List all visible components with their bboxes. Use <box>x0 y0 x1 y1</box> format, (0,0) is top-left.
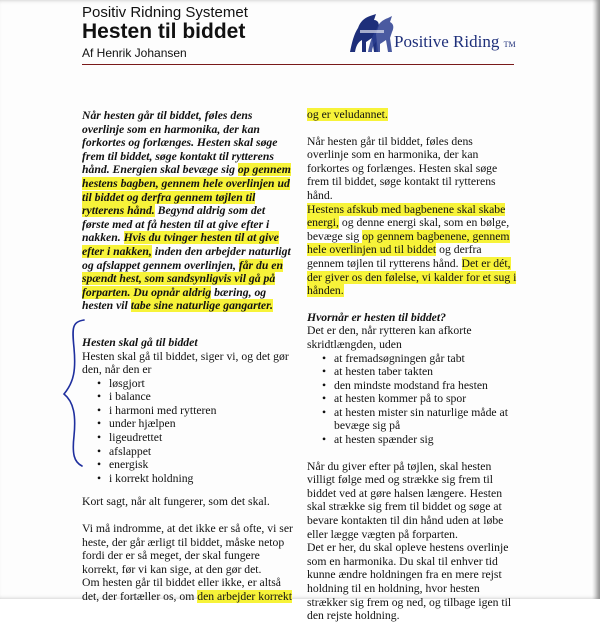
question-text: Det er den, når rytteren kan afkorte skridtlængden, uden <box>307 324 472 351</box>
right-text-b: og derfra gennem tøjlen til rytterens hånd. <box>307 243 482 270</box>
paragraph-2-highlight: den arbejder korrekt <box>197 590 292 603</box>
intro-text-5: bæring, og hesten vil <box>82 285 267 313</box>
list-item: • at hesten spænder sig <box>322 433 517 447</box>
intro-highlight-2: Hvis du tvinger hesten til at give efter i nakken, <box>82 231 279 258</box>
paragraph-1: Vi må indromme, at det ikke er så ofte, vi ser heste, der går ærligt til biddet, måske netop fordi der er så meget, der skal fungere korrekt, før vi kan sige, at den gør det. <box>82 522 293 576</box>
intro-text-2: Energien skal bevæge sig <box>112 163 238 177</box>
paragraph-2-text: Om hesten går til biddet eller ikke, er altså det, der fortæller os, om <box>82 576 281 603</box>
right-text-a: og denne energi skal, som en bølge, bevæge sig <box>307 216 510 243</box>
logo-text: Positive Riding <box>394 32 500 51</box>
page-title: Hesten til biddet <box>82 20 246 43</box>
intro-text-1: Når hesten går til biddet, føles dens overlinje som en harmonika, der kan forkortes og forlænges. Hesten skal søge frem til biddet, søge kontakt til rytterens hånd. <box>82 109 278 177</box>
condition-list <box>82 377 294 486</box>
list-item: • afslappet <box>97 445 294 459</box>
list-item: • at hesten mister sin naturlige måde at bevæge sig på <box>322 406 517 433</box>
intro-highlight-4: tabe sine naturlige gangarter. <box>130 299 273 313</box>
left-column <box>82 109 294 604</box>
list-item: • ligeudrettet <box>97 431 294 445</box>
list-item: • energisk <box>97 458 294 472</box>
question-list <box>307 352 517 447</box>
logo-wordmark <box>394 32 516 52</box>
header-subtitle: Positiv Ridning Systemet <box>82 4 248 21</box>
question-heading: Hvornår er hesten til biddet? <box>307 310 446 324</box>
intro-text-4: inden den arbejder naturligt og afslappet gennem overlinjen, <box>82 244 291 272</box>
section-heading: Hesten skal gå til biddet <box>82 335 198 349</box>
list-item: • under hjælpen <box>97 417 294 431</box>
paragraph-2 <box>82 576 294 603</box>
list-item: • i korrekt holdning <box>97 472 294 486</box>
right-paragraph-4: Det er her, du skal opleve hestens overlinje som en harmonika. Du skal til enhver tid kunne ændre holdningen fra en mere rejst holdning til en holdning, hvor hesten strækker sig frem og ned, og tilbage igen til den rejste holdning. <box>307 541 512 623</box>
list-item: • i harmoni med rytteren <box>97 404 294 418</box>
right-highlight-3: Det er dét, der giver os den følelse, vi kalder for et sug i hånden. <box>307 256 517 298</box>
intro-highlight-1: op gennem hestens bagben, gennem hele overlinjen ud til biddet og derfra gennem tøjlen til rytterens hånd. <box>82 163 291 218</box>
list-item: • løsgjort <box>97 377 294 391</box>
intro-text-3: Begynd aldrig som det første med at få hesten til at give efter i nakken. <box>82 204 270 245</box>
right-paragraph-1: Når hesten går til biddet, føles dens overlinje som en harmonika, der kan forkortes og forlænges. Hesten skal søge frem til biddet, søge kontakt til rytterens hånd. <box>307 134 498 202</box>
page-shadow <box>592 0 600 599</box>
handwritten-brace-icon <box>58 318 88 468</box>
section-text: Hesten skal gå til biddet, siger vi, og det gør den, når den er <box>82 349 289 377</box>
header-divider <box>82 64 514 65</box>
right-highlight-2: op gennem bagbenene, gennem hele overlinjen ud til biddet <box>307 229 510 257</box>
list-item: • at hesten taber takten <box>322 365 517 379</box>
list-item: • at fremadsøgningen går tabt <box>322 352 517 366</box>
right-highlight-1: Hestens afskub med bagbenene skal skabe energi, <box>307 202 506 230</box>
right-paragraph-3: Når du giver efter på tøjlen, skal hesten villigt følge med og strække sig frem til biddet ved at gøre halsen længere. Hesten skal strække sig frem til biddet og søge at bevare kontakten til din hånd uden at løbe eller lægge vægten på forparten. <box>307 459 504 541</box>
intro-paragraph <box>82 109 294 313</box>
right-column <box>307 108 517 623</box>
list-item: • den mindste modstand fra hesten <box>322 379 517 393</box>
continuation-highlight: og er veludannet. <box>307 108 388 121</box>
list-item: • at hesten kommer på to spor <box>322 392 517 406</box>
logo-trademark: TM <box>503 40 516 49</box>
list-item: • i balance <box>97 390 294 404</box>
summary-text: Kort sagt, når alt fungerer, som det skal. <box>82 495 270 509</box>
intro-highlight-3: får du en spændt hest, som sandsynligvis vil gå på forparten. Du opnår aldrig <box>82 258 283 299</box>
header-author: Af Henrik Johansen <box>82 46 187 60</box>
right-paragraph-2 <box>307 203 517 298</box>
